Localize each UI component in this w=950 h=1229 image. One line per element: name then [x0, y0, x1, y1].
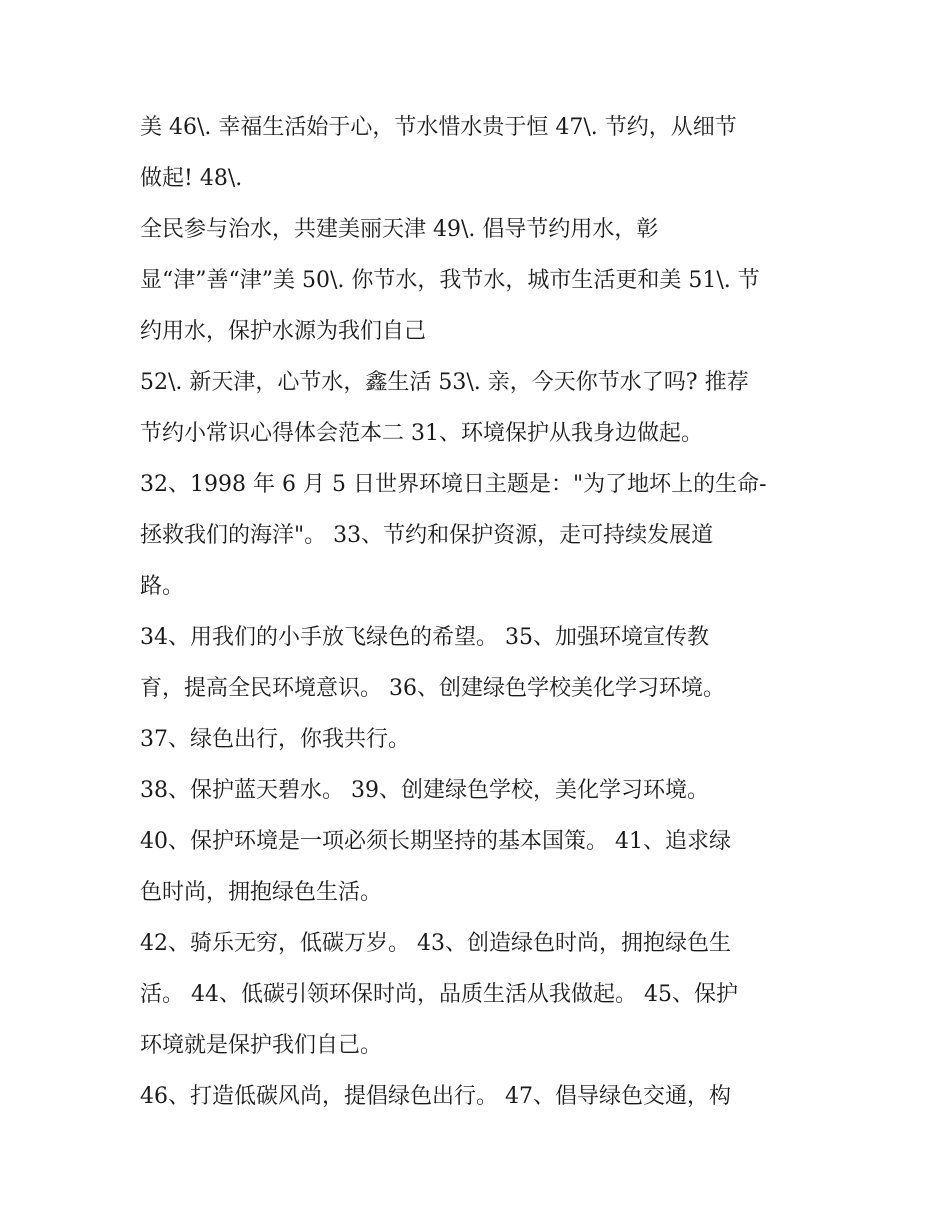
text-line: 色时尚，拥抱绿色生活。: [140, 880, 383, 905]
text-line: 32、1998 年 6 月 5 日世界环境日主题是："为了地坏上的生命-: [140, 472, 767, 497]
text-line: 38、保护蓝天碧水。 39、创建绿色学校，美化学习环境。: [140, 778, 709, 803]
text-line: 路。: [140, 574, 185, 599]
text-line: 42、骑乐无穷，低碳万岁。 43、创造绿色时尚，拥抱绿色生: [140, 931, 731, 956]
text-line: 46、打造低碳风尚，提倡绿色出行。 47、倡导绿色交通，构: [140, 1084, 731, 1109]
text-line: 约用水，保护水源为我们自己: [140, 319, 427, 344]
text-line: 34、用我们的小手放飞绿色的希望。 35、加强环境宣传教: [140, 625, 709, 650]
text-line: 37、绿色出行，你我共行。: [140, 727, 410, 752]
text-line: 美 46\. 幸福生活始于心，节水惜水贵于恒 47\. 节约，从细节: [140, 115, 737, 140]
text-line: 全民参与治水，共建美丽天津 49\. 倡导节约用水，彰: [140, 217, 659, 242]
text-line: 做起! 48\.: [140, 166, 243, 191]
body-text: [140, 108, 830, 1128]
text-line: 节约小常识心得体会范本二 31、环境保护从我身边做起。: [140, 421, 703, 446]
text-line: 拯救我们的海洋"。 33、节约和保护资源，走可持续发展道: [140, 523, 714, 548]
text-line: 育，提高全民环境意识。 36、创建绿色学校美化学习环境。: [140, 676, 725, 701]
text-line: 显“津”善“津”美 50\. 你节水，我节水，城市生活更和美 51\. 节: [140, 268, 760, 293]
text-line: 环境就是保护我们自己。: [140, 1033, 383, 1058]
text-line: 活。 44、低碳引领环保时尚，品质生活从我做起。 45、保护: [140, 982, 738, 1007]
text-line: 40、保护环境是一项必须长期坚持的基本国策。 41、追求绿: [140, 829, 731, 854]
text-line: 52\. 新天津，心节水，鑫生活 53\. 亲，今天你节水了吗? 推荐: [140, 370, 749, 395]
